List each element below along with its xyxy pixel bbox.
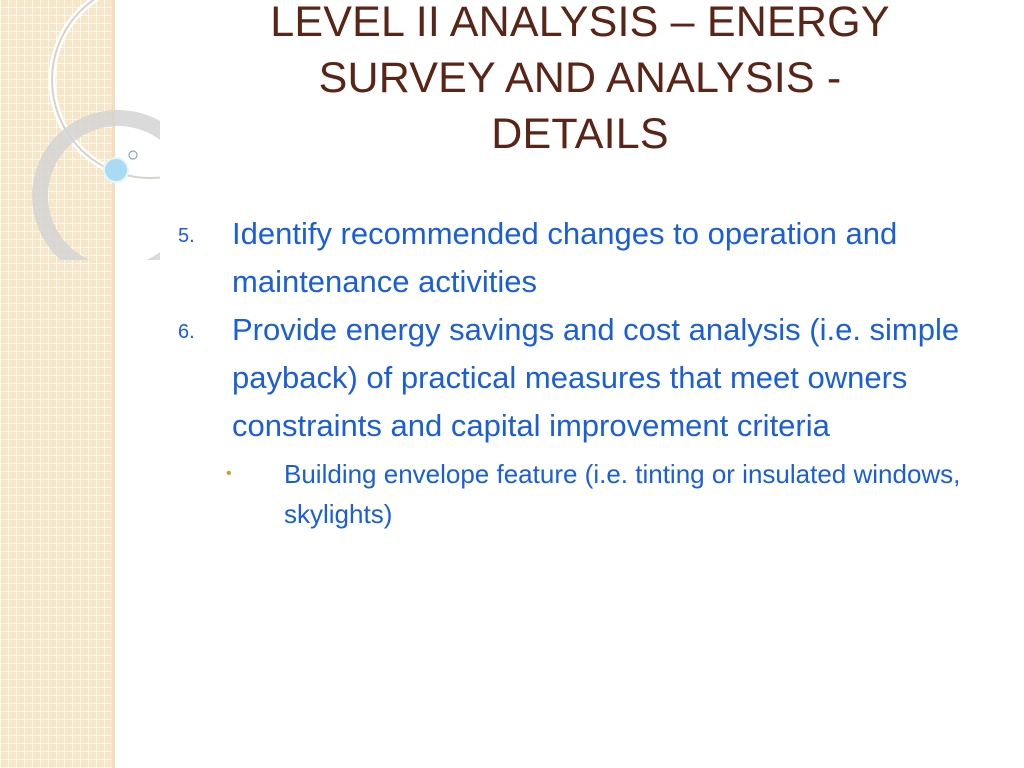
decorative-circles-graphic	[0, 0, 160, 260]
slide-title: LEVEL II ANALYSIS – ENERGY SURVEY AND ANALYSIS - DETAILS	[270, 0, 890, 158]
sub-list-item	[172, 454, 982, 534]
list-item-5	[172, 210, 982, 306]
sub-list-item-text: Building envelope feature (i.e. tinting or insulated windows, skylights)	[284, 459, 961, 529]
list-number: 6.	[178, 321, 195, 343]
list-item-6	[172, 306, 982, 450]
blue-dot	[104, 158, 128, 182]
large-ring-outline	[52, 0, 160, 178]
list-item-text: Identify recommended changes to operation and maintenance activities	[232, 216, 898, 299]
gray-ring	[40, 118, 160, 260]
bullet-icon: •	[226, 465, 232, 482]
list-item-text: Provide energy savings and cost analysis (i.e. simple payback) of practical measures that meet owners constraints and capital improvement criteria	[232, 312, 960, 443]
small-ring-dot	[129, 151, 137, 159]
list-number: 5.	[178, 225, 195, 247]
slide-content	[172, 210, 982, 534]
